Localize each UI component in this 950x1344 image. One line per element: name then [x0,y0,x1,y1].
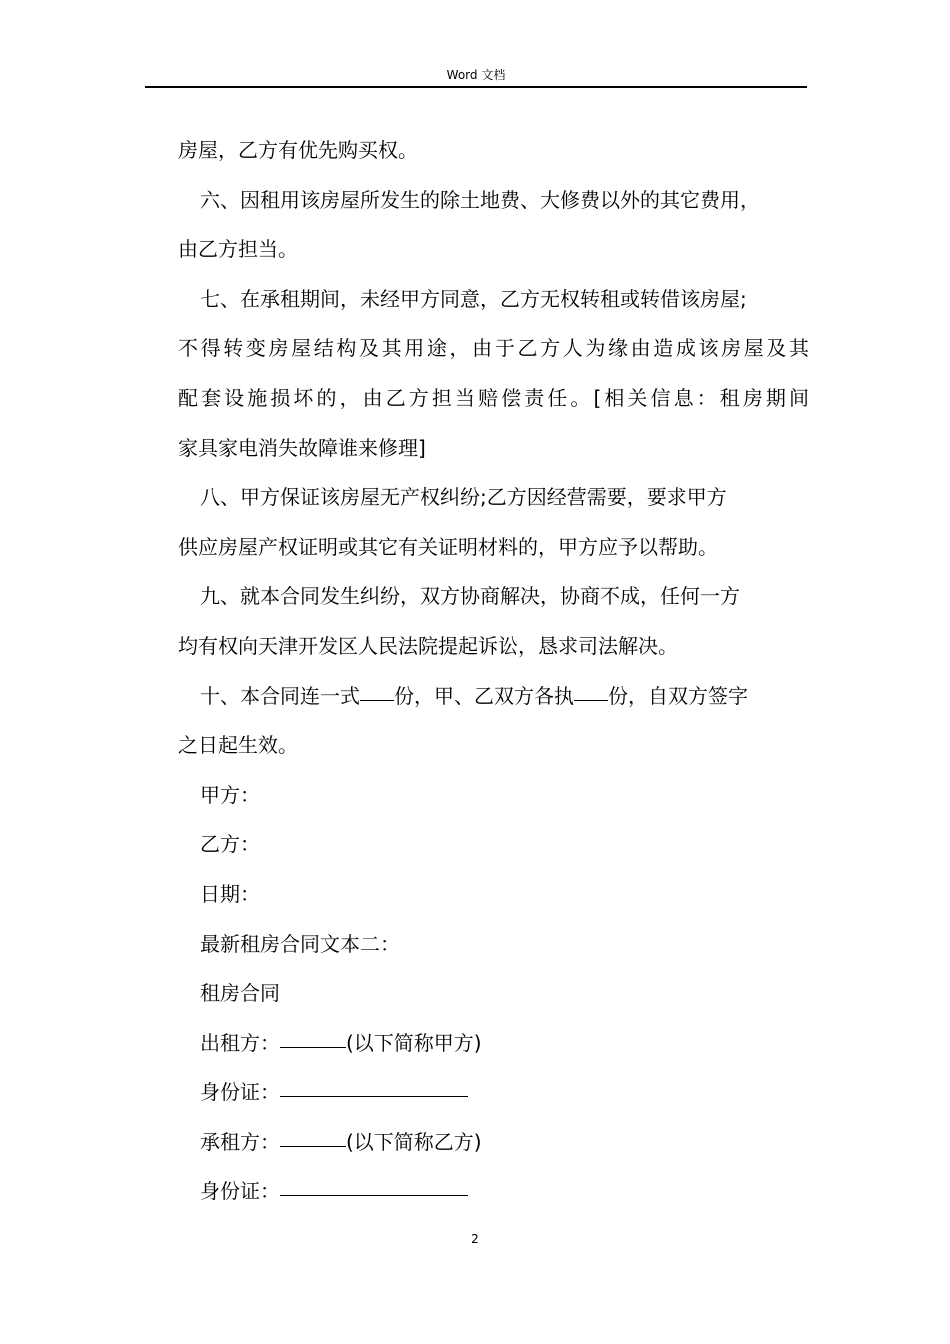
date-label: 日期： [200,881,260,906]
clause-10-part-1: 十、本合同连一式 [200,683,360,708]
lessee-note: (以下简称乙方) [346,1129,482,1154]
page-footer [0,1230,950,1248]
lessor-line [178,1019,818,1069]
section-2-title: 最新租房合同文本二： [200,931,400,956]
clause-10-part-3: 份，自双方签字 [608,683,748,708]
clause-10-line-1 [178,672,818,722]
clause-8-line-2: 供应房屋产权证明或其它有关证明材料的，甲方应予以帮助。 [178,534,718,559]
contract-title: 租房合同 [200,981,280,1006]
page-header [145,64,807,88]
lessee-line [178,1118,818,1168]
clause-9-line-2: 均有权向天津开发区人民法院提起诉讼，恳求司法解决。 [178,633,678,658]
text-line: 房屋，乙方有优先购买权。 [178,138,418,162]
clause-7-line-4: 家具家电消失故障谁来修理] [178,435,426,460]
copies-total-blank[interactable] [360,699,394,701]
page-number: 2 [471,1232,479,1246]
party-a-label: 甲方： [200,782,260,807]
clause-6-line-1: 六、因租用该房屋所发生的除土地费、大修费以外的其它费用， [200,187,760,212]
clause-8-line-1: 八、甲方保证该房屋无产权纠纷;乙方因经营需要，要求甲方 [200,485,727,510]
clause-10-part-2: 份，甲、乙双方各执 [394,683,574,708]
document-body [178,126,818,1217]
id-label: 身份证： [200,1080,280,1105]
lessor-note: (以下简称甲方) [346,1030,482,1055]
id-label: 身份证： [200,1179,280,1204]
clause-7-line-2: 不得转变房屋结构及其用途，由于乙方人为缘由造成该房屋及其 [178,336,809,361]
clause-7-line-3: 配套设施损坏的，由乙方担当赔偿责任。[相关信息：租房期间 [178,385,809,410]
clause-9-line-1: 九、就本合同发生纠纷，双方协商解决，协商不成，任何一方 [200,584,740,609]
clause-10-line-2: 之日起生效。 [178,733,298,758]
lessor-label: 出租方： [200,1030,280,1055]
clause-6-line-2: 由乙方担当。 [178,237,298,262]
lessee-id-blank[interactable] [280,1194,468,1196]
lessee-label: 承租方： [200,1129,280,1154]
lessee-name-blank[interactable] [280,1145,346,1147]
header-title: Word 文档 [446,68,506,82]
lessee-id-line [178,1167,818,1217]
party-b-label: 乙方： [200,832,260,857]
lessor-id-blank[interactable] [280,1095,468,1097]
lessor-id-line [178,1068,818,1118]
copies-each-blank[interactable] [574,699,608,701]
lessor-name-blank[interactable] [280,1046,346,1048]
clause-7-line-1: 七、在承租期间，未经甲方同意，乙方无权转租或转借该房屋; [200,286,747,311]
